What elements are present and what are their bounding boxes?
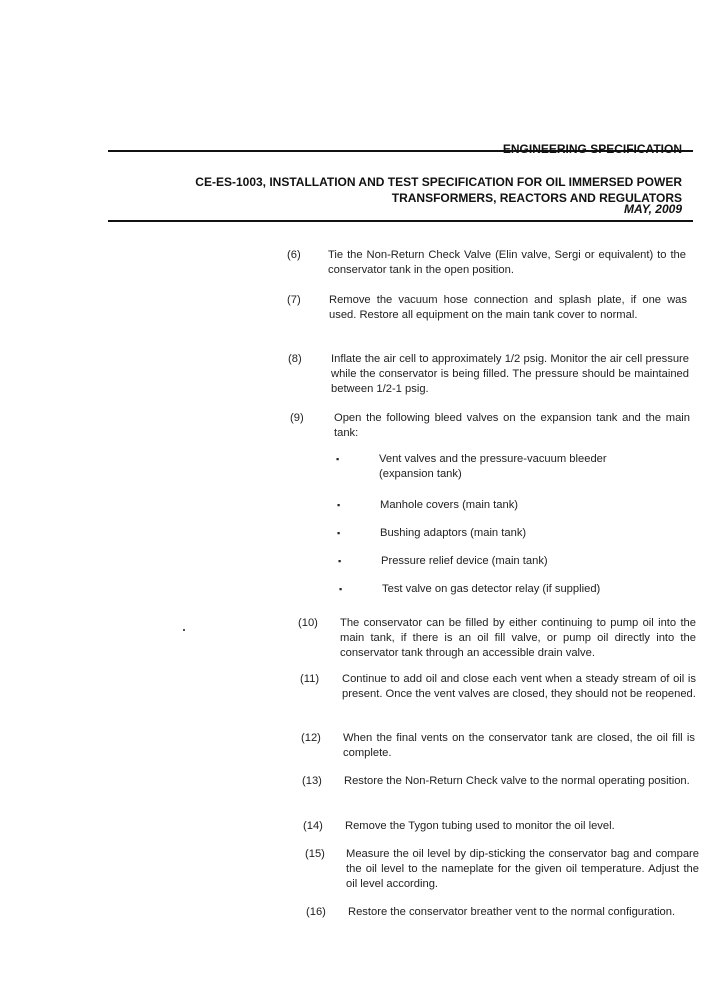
step-number: (6) <box>287 249 301 261</box>
document-date: MAY, 2009 <box>623 202 682 216</box>
step-number: (11) <box>300 673 320 685</box>
step-number: (9) <box>290 412 304 424</box>
step-text: The conservator can be filled by either continuing to pump oil into the main tank, if there is an oil fill valve, or pump oil directly into the conservator tank through an accessible drain valve. <box>340 617 696 659</box>
step-number: (8) <box>288 353 302 365</box>
document-title-line-2: TRANSFORMERS, REACTORS AND REGULATORS <box>391 191 682 205</box>
bullet-line-2: (expansion tank) <box>379 468 462 480</box>
step-number: (12) <box>301 732 321 744</box>
bullet-text: Pressure relief device (main tank) <box>381 555 548 567</box>
step-number: (16) <box>306 906 326 918</box>
step-text: Tie the Non-Return Check Valve (Elin valve, Sergi or equivalent) to the conservator tank in the open position. <box>328 249 686 276</box>
step-text: Restore the Non-Return Check valve to the normal operating position. <box>344 775 690 787</box>
bullet-marker: ▪ <box>336 454 340 464</box>
step-text: Inflate the air cell to approximately 1/2 psig. Monitor the air cell pressure while the conservator is being filled. The pressure should be maintained between 1/2-1 psig. <box>331 353 689 395</box>
document-title <box>122 174 682 206</box>
scan-speck <box>183 629 185 631</box>
bullet-text: Test valve on gas detector relay (if supplied) <box>382 583 601 595</box>
bullet-marker: ▪ <box>338 556 342 566</box>
step-number: (13) <box>302 775 322 787</box>
step-text: Remove the Tygon tubing used to monitor the oil level. <box>345 820 615 832</box>
step-text: Open the following bleed valves on the expansion tank and the main tank: <box>334 412 690 439</box>
bullet-text <box>379 452 607 482</box>
header-bottom-rule <box>108 220 693 222</box>
bullet-line-1: Vent valves and the pressure-vacuum bleeder <box>379 453 607 465</box>
step-text: When the final vents on the conservator tank are closed, the oil fill is complete. <box>343 732 695 759</box>
step-text: Measure the oil level by dip-sticking the conservator bag and compare the oil level to the nameplate for the given oil temperature. Adjust the oil level according. <box>346 848 699 890</box>
bullet-text: Manhole covers (main tank) <box>380 499 519 511</box>
step-number: (7) <box>287 294 301 306</box>
bullet-text: Bushing adaptors (main tank) <box>380 527 527 539</box>
step-number: (15) <box>305 848 325 860</box>
step-number: (10) <box>298 617 318 629</box>
bullet-marker: ▪ <box>339 584 343 594</box>
bullet-marker: ▪ <box>337 500 341 510</box>
document-title-line-1: CE-ES-1003, INSTALLATION AND TEST SPECIFICATION FOR OIL IMMERSED POWER <box>195 175 682 189</box>
step-number: (14) <box>303 820 323 832</box>
bullet-marker: ▪ <box>337 528 341 538</box>
step-text: Continue to add oil and close each vent when a steady stream of oil is present. Once the vent valves are closed, they should not be reopened. <box>342 673 696 700</box>
document-category: ENGINEERING SPECIFICATION <box>502 142 682 156</box>
step-text: Restore the conservator breather vent to the normal configuration. <box>348 906 676 918</box>
step-text: Remove the vacuum hose connection and splash plate, if one was used. Restore all equipment on the main tank cover to normal. <box>329 294 687 321</box>
